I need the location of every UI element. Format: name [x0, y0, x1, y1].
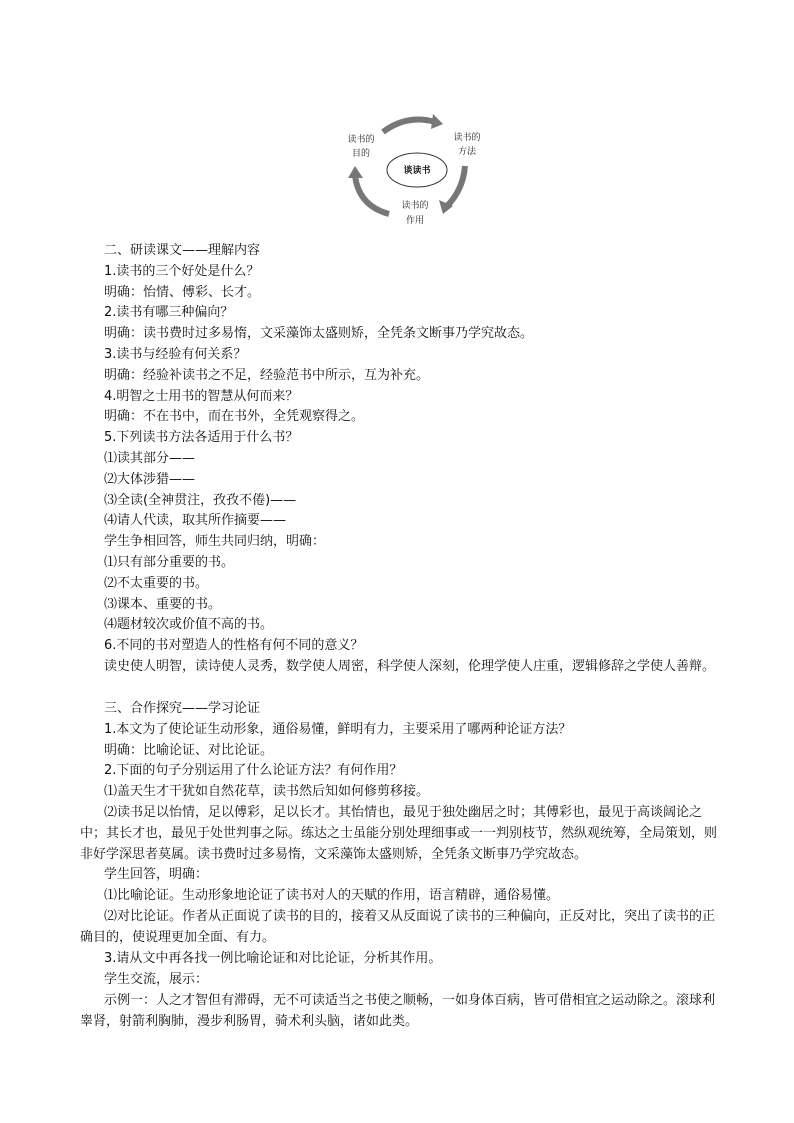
question-4: 4.明智之士用书的智慧从何而来？	[104, 388, 299, 404]
answer-3-1: 明确：比喻论证、对比论证。	[104, 742, 274, 758]
label-effect-1: 读书的	[401, 201, 429, 211]
answer-analogy: ⑴比喻论证。生动形象地论证了读书对人的天赋的作用，语言精辟，通俗易懂。	[104, 888, 560, 903]
method-1: ⑴读其部分——	[104, 450, 196, 466]
paragraph-6: 读史使人明智，读诗使人灵秀，数学使人周密，科学使人深刻，伦理学使人庄重，逻辑修辞之学使人善辩。	[104, 659, 716, 674]
section-heading-2: 二、研读课文——理解内容	[104, 243, 261, 258]
label-purpose-2: 目的	[351, 149, 371, 159]
student-answer-intro: 学生回答，明确：	[104, 867, 209, 882]
summary-3: ⑶课本、重要的书。	[104, 596, 222, 612]
label-effect-2: 作用	[405, 216, 425, 226]
label-method-2: 方法	[457, 147, 477, 157]
summary-intro: 学生争相回答，师生共同归纳，明确：	[104, 534, 326, 550]
arrow-left	[355, 176, 389, 214]
question-5: 5.下列读书方法各适用于什么书？	[104, 430, 299, 446]
reading-cycle-diagram	[335, 110, 495, 230]
answer-1: 明确：怡情、傅彩、长才。	[104, 284, 261, 300]
summary-2: ⑵不太重要的书。	[104, 575, 209, 591]
arrow-top-head	[431, 114, 443, 129]
example-1: 示例一：人之才智但有滞碍，无不可读适当之书使之顺畅，一如身体百病，皆可借相宜之运动除之。滚球利睾肾，射箭利胸肺，漫步利肠胃，骑术利头脑，诸如此类。	[80, 993, 716, 1029]
question-2: 2.读书有哪三种偏向？	[104, 305, 234, 321]
method-3: ⑶全读(全神贯注，孜孜不倦)——	[104, 492, 297, 508]
answer-2: 明确：读书费时过多易惰，文采藻饰太盛则矫，全凭条文断事乃学究故态。	[104, 326, 534, 342]
answer-contrast: ⑵对比论证。作者从正面说了读书的目的，接着又从反面说了读书的三种偏向，正反对比，突出了读书的正确目的，使说理更加全面、有力。	[80, 909, 716, 945]
center-label: 谈读书	[403, 166, 431, 176]
question-6: 6.不同的书对塑造人的性格有何不同的意义？	[104, 638, 364, 654]
arrow-top	[383, 120, 435, 132]
question-3: 3.读书与经验有何关系？	[104, 346, 247, 362]
method-4: ⑷请人代读，取其所作摘要——	[104, 513, 287, 529]
arrow-right	[447, 166, 465, 206]
section-heading-3: 三、合作探究——学习论证	[104, 701, 261, 716]
question-3-2: 2.下面的句子分别运用了什么论证方法？有何作用？	[104, 763, 403, 779]
quoted-sentence-2: ⑵读书足以怡情，足以傅彩，足以长才。其怡情也，最见于独处幽居之时；其傅彩也，最见于高谈阔论之中；其长才也，最见于处世判事之际。练达之士虽能分别处理细事或一一判别枝节，然纵观统筹，全局策划，则非好学深思者莫属。读书费时过多易惰，文采藻饰太盛则矫，全凭条文断事乃学究故态。	[80, 805, 718, 862]
label-purpose-1: 读书的	[347, 135, 375, 145]
label-method-1: 读书的	[453, 133, 481, 143]
answer-4: 明确：不在书中，而在书外，全凭观察得之。	[104, 409, 365, 425]
section-3-block	[104, 699, 724, 803]
arrow-left-head	[348, 166, 363, 178]
question-3-1: 1.本文为了使论证生动形象，通俗易懂，鲜明有力，主要采用了哪两种论证方法？	[104, 721, 572, 737]
summary-4: ⑷题材较次或价值不高的书。	[104, 617, 274, 633]
answer-3: 明确：经验补读书之不足，经验范书中所示，互为补充。	[104, 367, 430, 383]
question-1: 1.读书的三个好处是什么？	[104, 263, 260, 279]
sentence-1: ⑴盖天生才干犹如自然花草，读书然后知如何修剪移接。	[104, 784, 430, 800]
question-3-3: 3.请从文中再各找一例比喻论证和对比论证，分析其作用。	[104, 951, 442, 966]
document-body	[104, 241, 724, 657]
student-exchange: 学生交流，展示：	[104, 972, 209, 987]
method-2: ⑵大体涉猎——	[104, 471, 196, 487]
summary-1: ⑴只有部分重要的书。	[104, 554, 235, 570]
